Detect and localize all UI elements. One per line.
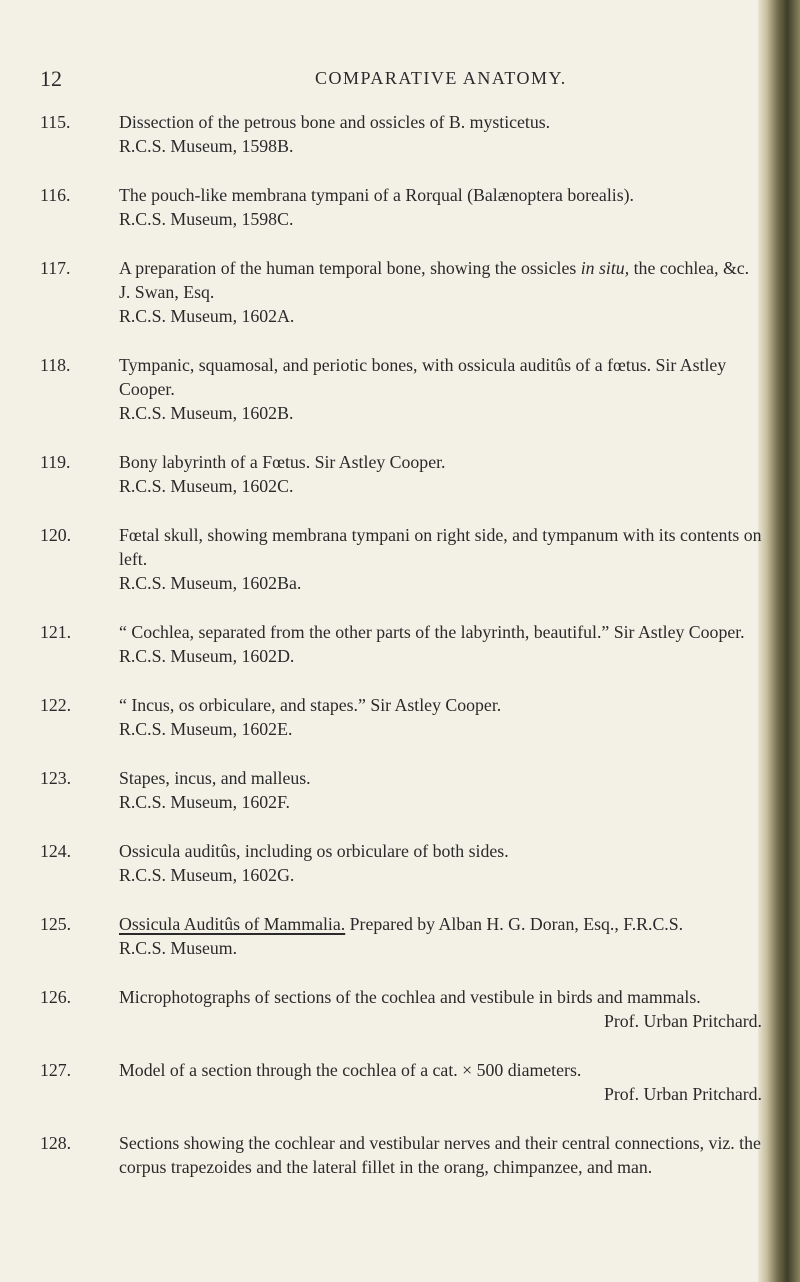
entry-description: Tympanic, squamosal, and periotic bones, with ossicula auditûs of a fœtus. Sir Astley Cooper. xyxy=(119,355,727,399)
entry-description: “ Cochlea, separated from the other parts of the labyrinth, beautiful.” Sir Astley Cooper. xyxy=(119,622,745,642)
list-item xyxy=(40,110,762,158)
list-item xyxy=(40,912,762,960)
catalogue-entries xyxy=(40,110,762,1204)
running-head: COMPARATIVE ANATOMY. xyxy=(315,68,567,88)
entry-number: 123. xyxy=(40,768,72,788)
entry-text: Prepared by Alban H. G. Doran, Esq., F.R.C.S. xyxy=(349,914,684,934)
entry-location: R.C.S. Museum, 1602D. xyxy=(119,646,295,666)
entry-number: 115. xyxy=(40,112,71,132)
entry-location: R.C.S. Museum, 1602B. xyxy=(119,403,294,423)
list-item xyxy=(40,839,762,887)
entry-location: R.C.S. Museum, 1602A. xyxy=(119,306,295,326)
entry-description: “ Incus, os orbiculare, and stapes.” Sir Astley Cooper. xyxy=(119,695,502,715)
entry-description: Sections showing the cochlear and vestibular nerves and their central connections, viz. the corpus trapezoides and the lateral fillet in the orang, chimpanzee, and man. xyxy=(119,1133,761,1177)
entry-number: 122. xyxy=(40,695,72,715)
entry-number: 126. xyxy=(40,987,72,1007)
entry-number: 120. xyxy=(40,525,72,545)
page-number: 12 xyxy=(40,66,62,91)
entry-location: R.C.S. Museum, 1598B. xyxy=(119,136,294,156)
entry-attribution: Prof. Urban Pritchard. xyxy=(603,1011,762,1031)
entry-description: Ossicula auditûs, including os orbiculare of both sides. xyxy=(119,841,509,861)
entry-text: the cochlea, &c. J. Swan, Esq. xyxy=(119,258,750,302)
list-item xyxy=(40,620,762,668)
entry-description: Fœtal skull, showing membrana tympani on right side, and tympanum with its contents on left. xyxy=(119,525,762,569)
entry-location: R.C.S. Museum, 1602F. xyxy=(119,792,290,812)
entry-description: Model of a section through the cochlea of a cat. × 500 diameters. xyxy=(119,1060,582,1080)
entry-number: 119. xyxy=(40,452,71,472)
entry-description: The pouch-like membrana tympani of a Rorqual (Balænoptera borealis). xyxy=(119,185,634,205)
list-item xyxy=(40,183,762,231)
list-item xyxy=(40,693,762,741)
entry-description xyxy=(119,912,762,936)
entry-number: 118. xyxy=(40,355,71,375)
entry-description: Microphotographs of sections of the cochlea and vestibule in birds and mammals. xyxy=(119,987,701,1007)
list-item xyxy=(40,353,762,425)
entry-description: Dissection of the petrous bone and ossicles of B. mysticetus. xyxy=(119,112,551,132)
entry-location: R.C.S. Museum. xyxy=(119,938,238,958)
entry-description: Stapes, incus, and malleus. xyxy=(119,768,311,788)
entry-number: 124. xyxy=(40,841,72,861)
page-binding-edge xyxy=(758,0,800,1282)
entry-location: R.C.S. Museum, 1602C. xyxy=(119,476,294,496)
entry-location: R.C.S. Museum, 1602E. xyxy=(119,719,293,739)
entry-location: R.C.S. Museum, 1602Ba. xyxy=(119,573,302,593)
entry-text: A preparation of the human temporal bone, showing the ossicles xyxy=(119,258,577,278)
list-item xyxy=(40,1131,762,1179)
list-item xyxy=(40,1058,762,1106)
entry-number: 127. xyxy=(40,1060,72,1080)
entry-number: 125. xyxy=(40,914,72,934)
list-item xyxy=(40,985,762,1033)
entry-location: R.C.S. Museum, 1602G. xyxy=(119,865,295,885)
entry-number: 116. xyxy=(40,185,71,205)
list-item xyxy=(40,523,762,595)
entry-number: 117. xyxy=(40,258,71,278)
entry-underlined-title: Ossicula Auditûs of Mammalia. xyxy=(119,914,346,934)
entry-number: 128. xyxy=(40,1133,72,1153)
entry-description xyxy=(119,256,762,304)
entry-number: 121. xyxy=(40,622,72,642)
list-item xyxy=(40,450,762,498)
entry-description: Bony labyrinth of a Fœtus. Sir Astley Cooper. xyxy=(119,452,446,472)
entry-attribution: Prof. Urban Pritchard. xyxy=(603,1084,762,1104)
entry-italic-text: in situ, xyxy=(580,258,630,278)
entry-location: R.C.S. Museum, 1598C. xyxy=(119,209,294,229)
list-item xyxy=(40,256,762,328)
list-item xyxy=(40,766,762,814)
